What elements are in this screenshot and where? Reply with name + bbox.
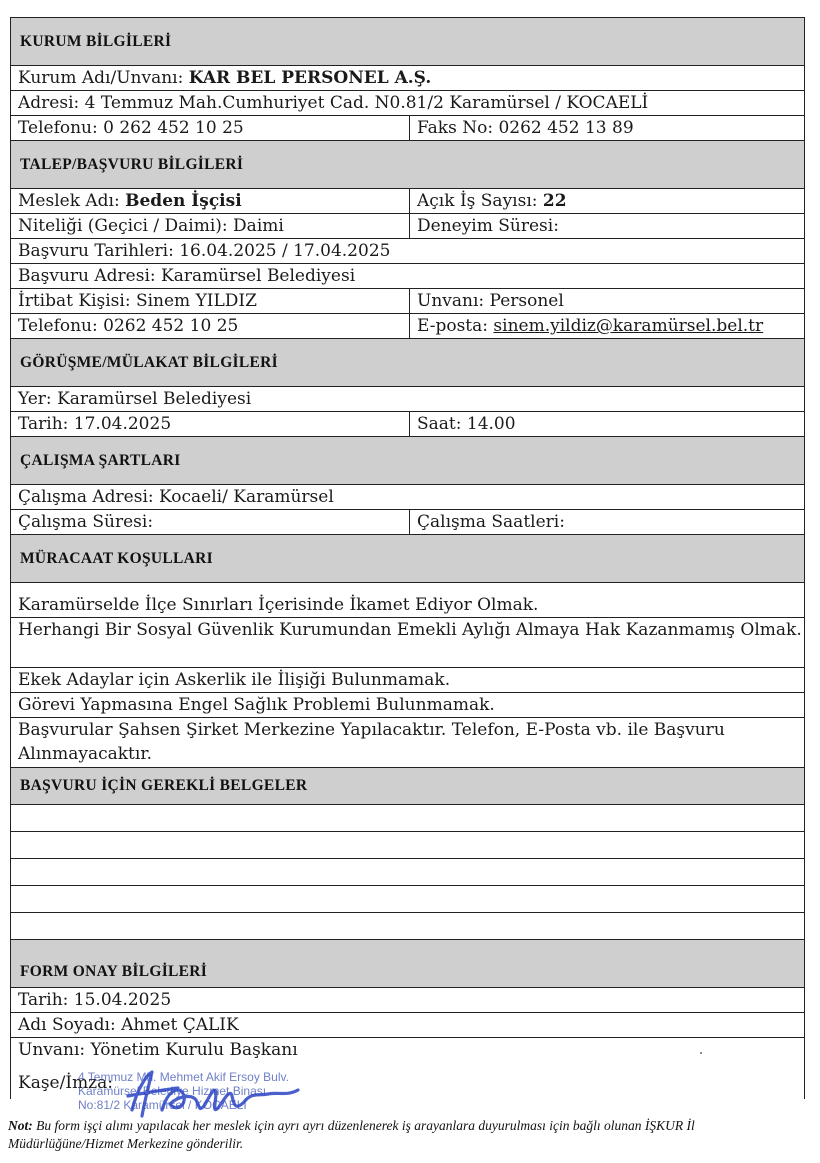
calisma-adres-row xyxy=(11,485,804,510)
kurum-adres-row xyxy=(11,91,804,116)
calisma-suresi: Çalışma Süresi: xyxy=(11,510,410,534)
kosul-item: Görevi Yapmasına Engel Sağlık Problemi Bulunmamak. xyxy=(18,695,495,715)
belge-blank-row xyxy=(11,886,804,913)
kurum-telefon: Telefonu: 0 262 452 10 25 xyxy=(11,116,410,140)
nitelik: Niteliği (Geçici / Daimi): Daimi xyxy=(11,214,410,238)
acik-is-label: Açık İş Sayısı: xyxy=(417,191,543,211)
belge-blank-row xyxy=(11,805,804,832)
acik-is-value: 22 xyxy=(542,191,567,211)
kurum-telefon-row xyxy=(11,116,804,141)
onay-kase-imza: Kaşe/İmza: xyxy=(18,1073,114,1093)
gorusme-saat: Saat: 14.00 xyxy=(417,414,516,434)
kosul-item: Karamürselde İlçe Sınırları İçerisinde İkamet Ediyor Olmak. xyxy=(18,595,539,615)
onay-tarih-row xyxy=(11,988,804,1013)
belge-blank-row xyxy=(11,832,804,859)
section-muracaat-heading: MÜRACAAT KOŞULLARI xyxy=(11,535,804,583)
eposta-link[interactable]: sinem.yildiz@karamürsel.bel.tr xyxy=(493,316,764,336)
kurum-adres: Adresi: 4 Temmuz Mah.Cumhuriyet Cad. N0.81/2 Karamürsel / KOCAELİ xyxy=(18,93,649,113)
basvuru-adresi-row xyxy=(11,264,804,289)
kosul-row xyxy=(11,668,804,693)
meslek-row xyxy=(11,189,804,214)
note-text: Bu form işçi alımı yapılacak her meslek için ayrı ayrı düzenlenerek iş arayanlara duyurulması için bağlı olunan İŞKUR İl Müdürlüğüne/Hizmet Merkezine gönderilir. xyxy=(8,1118,695,1151)
kurum-adi-value: KAR BEL PERSONEL A.Ş. xyxy=(188,68,432,88)
calisma-sure-row xyxy=(11,510,804,535)
stamp-line: 4 Temmuz Mh. Mehmet Akif Ersoy Bulv. xyxy=(78,1070,289,1084)
kosul-row xyxy=(11,593,804,618)
basvuru-adresi: Başvuru Adresi: Karamürsel Belediyesi xyxy=(18,266,356,286)
section-gorusme-heading: GÖRÜŞME/MÜLAKAT BİLGİLERİ xyxy=(11,339,804,387)
speck-mark xyxy=(700,1052,702,1054)
nitelik-row xyxy=(11,214,804,239)
onay-adi-soyadi: Adı Soyadı: Ahmet ÇALIK xyxy=(18,1015,239,1035)
stamp-line: No:81/2 Karamürsel / KOCAELİ xyxy=(78,1098,247,1112)
section-belgeler-heading: BAŞVURU İÇİN GEREKLİ BELGELER xyxy=(11,768,804,805)
irtibat-row xyxy=(11,289,804,314)
gorusme-tarih: Tarih: 17.04.2025 xyxy=(11,412,410,436)
basvuru-tarihleri: Başvuru Tarihleri: 16.04.2025 / 17.04.2025 xyxy=(18,241,391,261)
onay-unvan-row xyxy=(11,1038,804,1063)
stamp-line: Karamürsel Belediye Hizmet Binası xyxy=(78,1084,267,1098)
onay-kase-row xyxy=(11,1063,804,1099)
irtibat-kisisi: İrtibat Kişisi: Sinem YILDIZ xyxy=(11,289,410,313)
deneyim-suresi: Deneyim Süresi: xyxy=(417,216,559,236)
irtibat-iletisim-row xyxy=(11,314,804,339)
kosul-row xyxy=(11,693,804,718)
gorusme-tarih-row xyxy=(11,412,804,437)
meslek-value: Beden İşçisi xyxy=(125,191,242,211)
section-talep-heading: TALEP/BAŞVURU BİLGİLERİ xyxy=(11,141,804,189)
onay-unvan: Unvanı: Yönetim Kurulu Başkanı xyxy=(18,1040,298,1060)
section-calisma-heading: ÇALIŞMA ŞARTLARI xyxy=(11,437,804,485)
muracaat-spacer xyxy=(11,583,804,593)
note-label: Not: xyxy=(8,1118,33,1133)
irtibat-telefon: Telefonu: 0262 452 10 25 xyxy=(11,314,410,338)
footer-note xyxy=(8,1117,808,1153)
kosul-row xyxy=(11,618,804,668)
job-posting-form xyxy=(10,17,805,1099)
kurum-adi-row xyxy=(11,66,804,91)
belge-blank-row xyxy=(11,913,804,940)
calisma-saatleri: Çalışma Saatleri: xyxy=(417,512,565,532)
section-onay-heading: FORM ONAY BİLGİLERİ xyxy=(11,940,804,988)
kosul-row xyxy=(11,718,804,768)
section-kurum-heading: KURUM BİLGİLERİ xyxy=(11,18,804,66)
kosul-item: Ekek Adaylar için Askerlik ile İlişiği Bulunmamak. xyxy=(18,670,451,690)
kurum-adi-label: Kurum Adı/Unvanı: xyxy=(18,68,189,88)
calisma-adresi: Çalışma Adresi: Kocaeli/ Karamürsel xyxy=(18,487,334,507)
meslek-label: Meslek Adı: xyxy=(18,191,126,211)
gorusme-yer: Yer: Karamürsel Belediyesi xyxy=(18,389,252,409)
eposta-label: E-posta: xyxy=(417,316,494,336)
onay-tarih: Tarih: 15.04.2025 xyxy=(18,990,172,1010)
gorusme-yer-row xyxy=(11,387,804,412)
belge-blank-row xyxy=(11,859,804,886)
irtibat-unvan: Unvanı: Personel xyxy=(417,291,564,311)
kosul-item: Başvurular Şahsen Şirket Merkezine Yapılacaktır. Telefon, E-Posta vb. ile Başvuru Alınmayacaktır. xyxy=(18,720,725,764)
kosul-item: Herhangi Bir Sosyal Güvenlik Kurumundan Emekli Aylığı Almaya Hak Kazanmamış Olmak. xyxy=(18,620,802,640)
basvuru-tarihleri-row xyxy=(11,239,804,264)
kurum-faks: Faks No: 0262 452 13 89 xyxy=(417,118,634,138)
onay-adi-row xyxy=(11,1013,804,1038)
